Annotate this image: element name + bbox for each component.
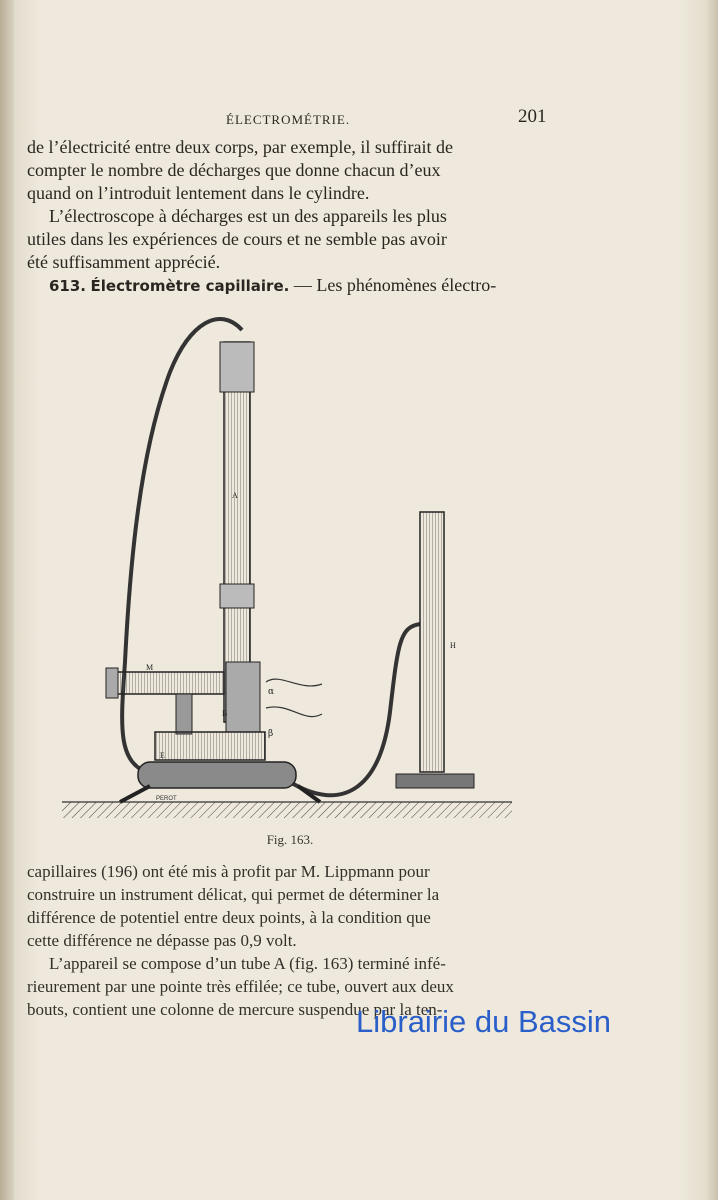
ground-hatching xyxy=(62,802,512,818)
label-e: E xyxy=(160,751,165,760)
text-line: construire un instrument délicat, qui permet de déterminer la xyxy=(27,885,440,904)
paragraph-discharges xyxy=(27,136,547,205)
base-platform xyxy=(138,762,296,788)
bottom-text-block xyxy=(27,860,547,1021)
connecting-tube xyxy=(290,624,420,795)
text-line: utiles dans les expériences de cours et ne semble pas avoir xyxy=(27,229,447,249)
text-line: bouts, contient une colonne de mercure suspendue par la ten- xyxy=(27,1000,443,1019)
text-line: compter le nombre de décharges que donne chacun d’eux xyxy=(27,160,441,180)
engraver-signature: PEROT xyxy=(156,796,177,802)
label-a: A xyxy=(232,491,238,500)
microscope-tube xyxy=(112,672,224,694)
wire-alpha xyxy=(266,679,322,686)
section-tail: — Les phénomènes électro- xyxy=(289,275,497,295)
column-middle-clamp xyxy=(220,584,254,608)
reservoir-base xyxy=(396,774,474,788)
label-alpha: α xyxy=(268,687,275,697)
text-line: L’appareil se compose d’un tube A (fig. 163) terminé infé- xyxy=(49,954,446,973)
section-number: 613. xyxy=(49,277,87,295)
page-header xyxy=(0,104,718,134)
text-line: quand on l’introduit lentement dans le cylindre. xyxy=(27,183,370,203)
text-line: été suffisamment apprécié. xyxy=(27,252,221,272)
text-line: capillaires (196) ont été mis à profit par M. Lippmann pour xyxy=(27,862,430,881)
top-text-block xyxy=(27,136,547,298)
running-head: ÉLECTROMÉTRIE. xyxy=(226,112,351,127)
apparatus-block-b xyxy=(226,662,260,732)
electrometer-illustration xyxy=(60,312,530,824)
text-line: cette différence ne dépasse pas 0,9 volt. xyxy=(27,931,297,950)
microscope-eyepiece xyxy=(106,668,118,698)
text-line: de l’électricité entre deux corps, par exemple, il suffirait de xyxy=(27,137,453,157)
text-line: rieurement par une pointe très effilée; ce tube, ouvert aux deux xyxy=(27,977,454,996)
microscope-pillar xyxy=(176,694,192,734)
watermark: Librairie du Bassin xyxy=(356,1004,612,1039)
label-b: B xyxy=(222,709,228,718)
reservoir-h xyxy=(420,512,444,772)
book-spine xyxy=(0,0,14,1200)
paragraph-lippmann xyxy=(27,860,547,952)
base-plate-e xyxy=(155,732,265,760)
label-h: H xyxy=(450,641,456,650)
text-line: L’électroscope à décharges est un des appareils les plus xyxy=(49,206,447,226)
page-number: 201 xyxy=(518,106,547,127)
paragraph-electroscope xyxy=(27,205,547,274)
section-title: Électromètre capillaire. xyxy=(90,277,290,295)
label-m: M xyxy=(146,663,154,672)
figure-caption: Fig. 163. xyxy=(266,832,314,847)
text-line xyxy=(27,274,547,298)
wire-beta xyxy=(266,707,322,717)
section-heading xyxy=(27,274,547,298)
column-top-clamp xyxy=(220,342,254,392)
text-line: différence de potentiel entre deux points, à la condition que xyxy=(27,908,431,927)
label-beta: β xyxy=(268,729,274,739)
